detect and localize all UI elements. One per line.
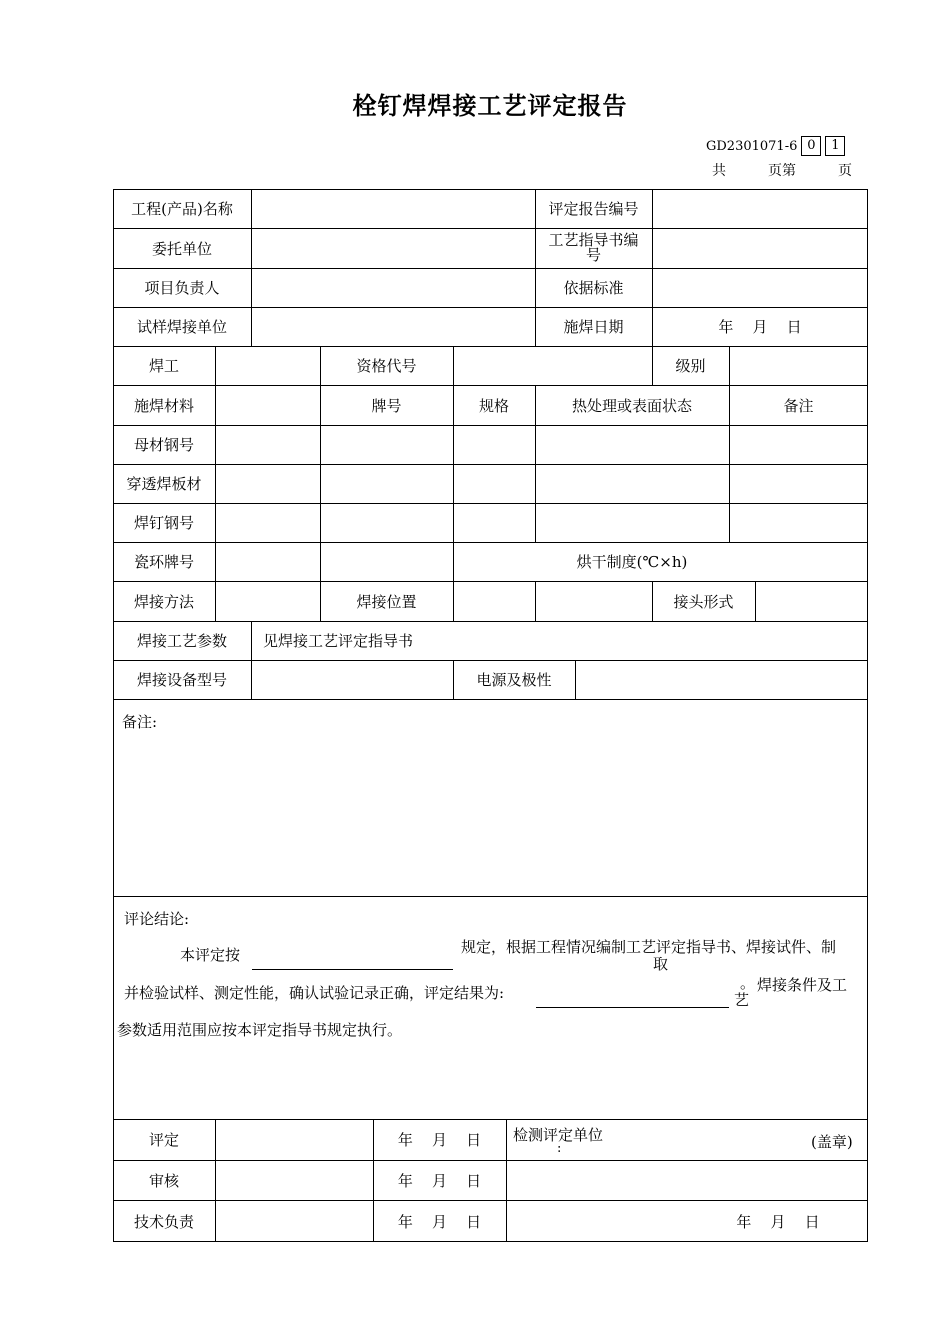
conclusion-line1-a: 本评定按 — [180, 946, 241, 964]
conclusion-label: 评论结论: — [124, 910, 190, 928]
doc-code-box-1: 0 — [801, 136, 821, 156]
notes-label: 备注: — [122, 713, 158, 731]
conclusion-line2-d: 艺 — [734, 991, 750, 1009]
label-evaluate: 评定 — [148, 1131, 179, 1149]
label-material: 施焊材料 — [133, 396, 194, 415]
label-equipment-model: 焊接设备型号 — [136, 671, 227, 689]
doc-code-prefix: GD2301071-6 — [706, 138, 798, 154]
review-date: 年 月 日 — [397, 1171, 482, 1190]
label-drying: 烘干制度(℃×h) — [576, 553, 688, 571]
col-brand: 牌号 — [371, 396, 402, 415]
label-standard: 依据标准 — [563, 279, 624, 297]
label-responsible: 项目负责人 — [144, 279, 220, 297]
label-weld-position: 焊接位置 — [356, 592, 417, 611]
col-spec: 规格 — [478, 396, 509, 415]
label-review: 审核 — [148, 1171, 179, 1190]
label-base-steel: 母材钢号 — [133, 436, 194, 454]
field-standard[interactable] — [652, 268, 868, 307]
label-project-name: 工程(产品)名称 — [131, 200, 233, 218]
label-stud-steel: 焊钉钢号 — [133, 514, 194, 532]
result-blank-line[interactable] — [536, 1007, 729, 1008]
page-total-label: 共 — [712, 163, 726, 179]
page-title: 栓钉焊焊接工艺评定报告 — [352, 92, 628, 120]
label-ceramic-ring: 瓷环牌号 — [133, 553, 194, 571]
field-process-params[interactable]: 见焊接工艺评定指导书 — [263, 632, 414, 650]
label-weld-date: 施焊日期 — [563, 318, 624, 336]
field-weld-date[interactable]: 年 月 日 — [718, 318, 802, 336]
document-code — [706, 136, 845, 156]
conclusion-line1-b: 规定，根据工程情况编制工艺评定指导书、焊接试件、制 — [461, 938, 837, 956]
page-current-label: 页第 — [768, 163, 796, 179]
field-client[interactable] — [251, 228, 535, 268]
label-report-no: 评定报告编号 — [548, 200, 639, 218]
conclusion-line1-c: 取 — [653, 955, 669, 973]
label-process-params: 焊接工艺参数 — [136, 632, 227, 650]
standard-blank-line[interactable] — [252, 969, 453, 970]
field-report-no[interactable] — [652, 189, 868, 228]
conclusion-line2-c: 焊接条件及工 — [757, 976, 848, 994]
page-counter — [712, 160, 852, 180]
label-level: 级别 — [675, 357, 706, 375]
field-guide-no[interactable] — [652, 228, 868, 268]
tech-lead-date: 年 月 日 — [397, 1212, 482, 1231]
label-client: 委托单位 — [151, 239, 212, 258]
label-welder: 焊工 — [148, 357, 179, 375]
conclusion-line3: 参数适用范围应按本评定指导书规定执行。 — [117, 1021, 403, 1039]
label-tech-lead: 技术负责 — [133, 1212, 194, 1231]
doc-code-box-2: 1 — [825, 136, 845, 156]
field-sample-unit[interactable] — [251, 307, 535, 346]
label-weld-method: 焊接方法 — [133, 592, 194, 611]
evaluate-date: 年 月 日 — [397, 1131, 482, 1149]
field-responsible[interactable] — [251, 268, 535, 307]
label-test-unit: 检测评定单位 — [513, 1126, 604, 1144]
conclusion-line2-b: 。 — [740, 974, 756, 992]
label-joint-form: 接头形式 — [673, 592, 734, 611]
label-sample-unit: 试样焊接单位 — [136, 318, 227, 336]
label-guide-no: 工艺指导书编号 — [548, 231, 639, 264]
conclusion-line2-a: 并检验试样、测定性能，确认试验记录正确，评定结果为: — [124, 984, 505, 1002]
test-unit-colon: : — [557, 1141, 562, 1156]
label-qual-code: 资格代号 — [356, 357, 417, 375]
seal-date: 年 月 日 — [736, 1212, 820, 1231]
field-project-name[interactable] — [251, 189, 535, 228]
col-remark: 备注 — [783, 396, 814, 415]
label-penetrate-plate: 穿透焊板材 — [126, 475, 202, 493]
col-heat-treat: 热处理或表面状态 — [571, 396, 692, 415]
page-suffix-label: 页 — [838, 163, 852, 179]
seal-label: (盖章) — [811, 1133, 853, 1151]
label-power-polarity: 电源及极性 — [476, 671, 552, 689]
